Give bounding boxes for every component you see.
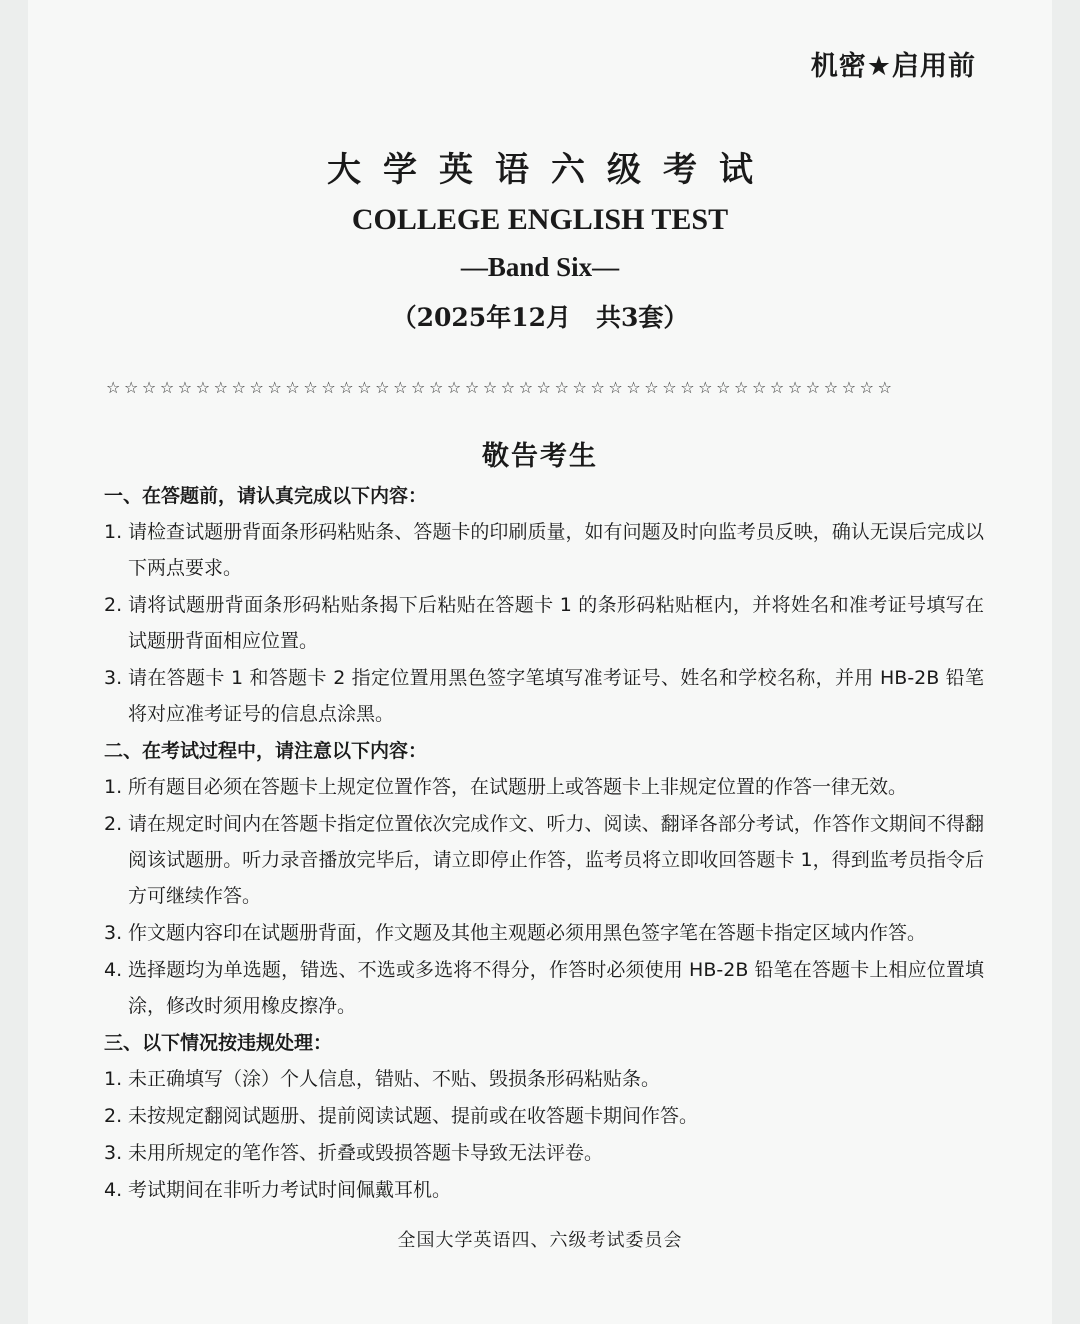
issuer-footer: 全国大学英语四、六级考试委员会 bbox=[397, 1230, 683, 1251]
item-number: 1. bbox=[104, 776, 123, 798]
item-text: 选择题均为单选题，错选、不选或多选将不得分，作答时必须使用 HB-2B 铅笔在答题卡上相应位置填涂，修改时须用橡皮擦净。 bbox=[128, 959, 984, 1017]
item-text: 未正确填写（涂）个人信息，错贴、不贴、毁损条形码粘贴条。 bbox=[128, 1068, 661, 1090]
list-item bbox=[104, 1061, 984, 1097]
item-number: 1. bbox=[104, 521, 123, 543]
star-divider: ☆☆☆☆☆☆☆☆☆☆☆☆☆☆☆☆☆☆☆☆☆☆☆☆☆☆☆☆☆☆☆☆☆☆☆☆☆☆☆☆☆☆☆☆ bbox=[106, 378, 896, 397]
list-item bbox=[104, 806, 984, 914]
item-number: 4. bbox=[104, 1179, 123, 1201]
list-item bbox=[104, 1135, 984, 1171]
item-text: 请在答题卡 1 和答题卡 2 指定位置用黑色签字笔填写准考证号、姓名和学校名称，并用 HB-2B 铅笔将对应准考证号的信息点涂黑。 bbox=[128, 667, 984, 725]
section-heading-before-exam: 一、在答题前，请认真完成以下内容： bbox=[104, 485, 428, 507]
item-number: 2. bbox=[104, 813, 123, 835]
list-item bbox=[104, 769, 984, 805]
item-text: 未用所规定的笔作答、折叠或毁损答题卡导致无法评卷。 bbox=[128, 1142, 604, 1164]
item-number: 3. bbox=[104, 667, 123, 689]
item-text: 所有题目必须在答题卡上规定位置作答，在试题册上或答题卡上非规定位置的作答一律无效。 bbox=[128, 776, 908, 798]
list-item bbox=[104, 660, 984, 732]
list-item bbox=[104, 514, 984, 586]
section-heading-violations: 三、以下情况按违规处理： bbox=[104, 1032, 333, 1054]
item-text: 作文题内容印在试题册背面，作文题及其他主观题必须用黑色签字笔在答题卡指定区域内作答。 bbox=[128, 922, 927, 944]
list-item bbox=[104, 1098, 984, 1134]
classification-label: 机密★启用前 bbox=[810, 51, 976, 82]
exam-session: （2025年12月 共3套） bbox=[391, 303, 689, 332]
item-number: 3. bbox=[104, 922, 123, 944]
item-number: 2. bbox=[104, 1105, 123, 1127]
item-number: 2. bbox=[104, 594, 123, 616]
list-item bbox=[104, 915, 984, 951]
item-text: 请在规定时间内在答题卡指定位置依次完成作文、听力、阅读、翻译各部分考试，作答作文期间不得翻阅该试题册。听力录音播放完毕后，请立即停止作答，监考员将立即收回答题卡 1，得到监考员指令后方可继续作答。 bbox=[128, 813, 984, 907]
item-number: 1. bbox=[104, 1068, 123, 1090]
item-text: 请将试题册背面条形码粘贴条揭下后粘贴在答题卡 1 的条形码粘贴框内，并将姓名和准考证号填写在试题册背面相应位置。 bbox=[128, 594, 984, 652]
notice-title: 敬告考生 bbox=[482, 441, 598, 472]
item-text: 考试期间在非听力考试时间佩戴耳机。 bbox=[128, 1179, 452, 1201]
exam-cover-page bbox=[28, 0, 1052, 1324]
section-heading-during-exam: 二、在考试过程中，请注意以下内容： bbox=[104, 740, 428, 762]
item-text: 未按规定翻阅试题册、提前阅读试题、提前或在收答题卡期间作答。 bbox=[128, 1105, 699, 1127]
list-item bbox=[104, 952, 984, 1024]
notice-content bbox=[104, 478, 984, 1209]
exam-title-chinese: 大学英语六级考试 bbox=[327, 150, 775, 190]
exam-title-english: COLLEGE ENGLISH TEST bbox=[351, 203, 729, 236]
exam-band: —Band Six— bbox=[460, 252, 620, 282]
item-number: 4. bbox=[104, 959, 123, 981]
list-item bbox=[104, 587, 984, 659]
item-number: 3. bbox=[104, 1142, 123, 1164]
list-item bbox=[104, 1172, 984, 1208]
item-text: 请检查试题册背面条形码粘贴条、答题卡的印刷质量，如有问题及时向监考员反映，确认无误后完成以下两点要求。 bbox=[128, 521, 984, 579]
